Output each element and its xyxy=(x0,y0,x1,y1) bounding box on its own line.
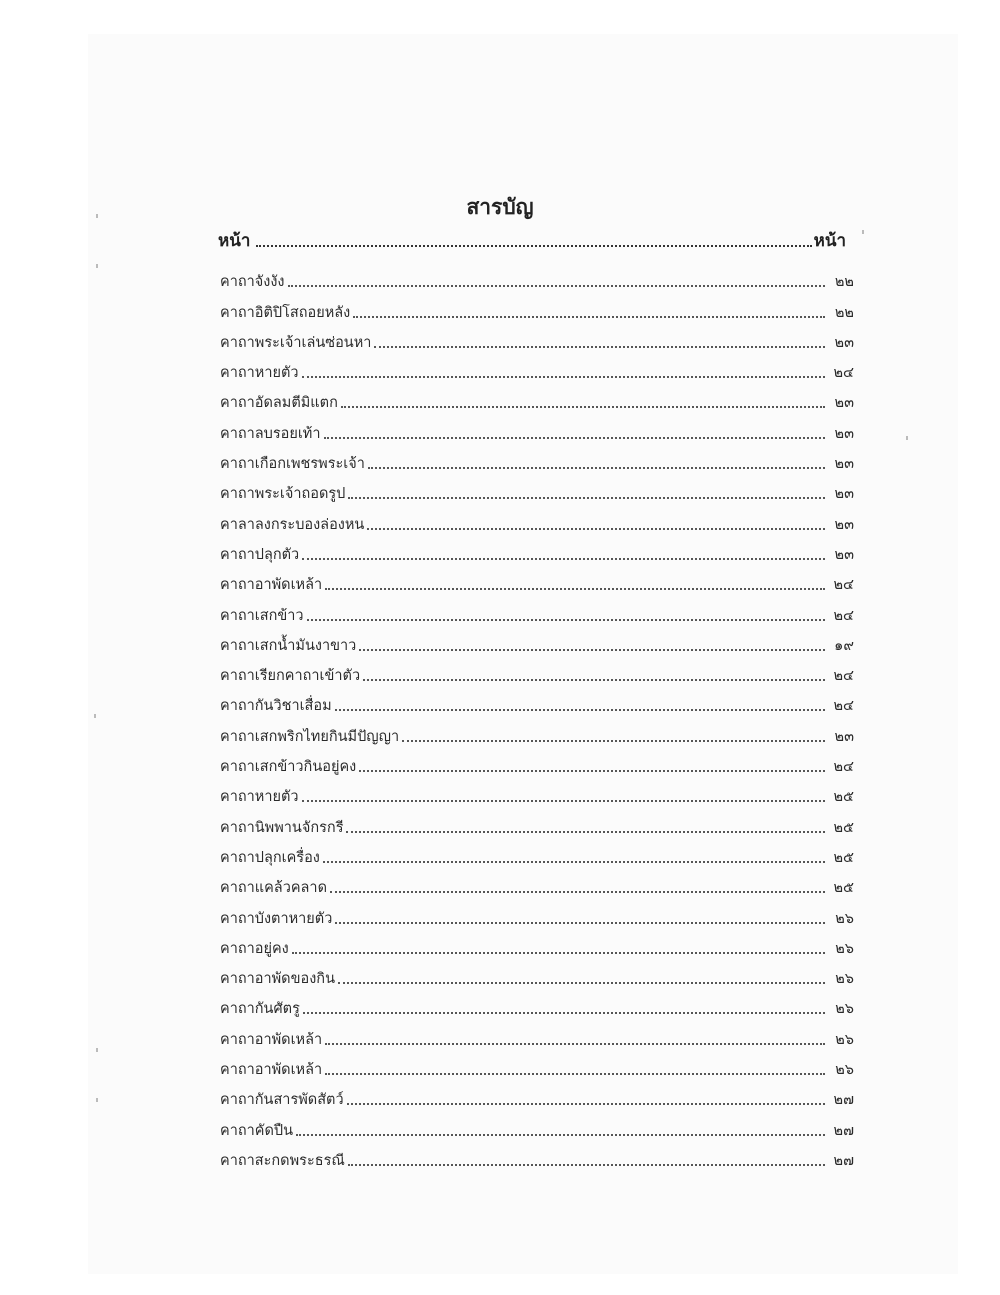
toc-entry-page: ๒๗ xyxy=(833,1092,854,1109)
toc-entry-page: ๒๖ xyxy=(835,971,854,988)
toc-entry-title: คาถาอยู่คง xyxy=(220,940,289,957)
scan-speck xyxy=(906,436,908,440)
toc-entry-title: คาถาเรียกคาถาเข้าตัว xyxy=(220,668,361,685)
dot-leader xyxy=(338,982,825,984)
dot-leader xyxy=(288,285,826,287)
toc-entry-page: ๒๓ xyxy=(834,728,854,745)
dot-leader xyxy=(335,709,825,711)
toc-list xyxy=(220,263,854,1172)
dot-leader xyxy=(325,1043,825,1045)
dot-leader xyxy=(325,588,825,590)
dot-leader xyxy=(256,245,811,247)
toc-entry xyxy=(220,505,854,535)
toc-entry-page: ๒๓ xyxy=(834,546,854,563)
toc-entry-title: คาถาเกือกเพชรพระเจ้า xyxy=(220,456,365,473)
toc-entry xyxy=(220,263,854,293)
toc-entry-page: ๒๗ xyxy=(833,1152,854,1169)
toc-header xyxy=(218,224,846,254)
dot-leader xyxy=(367,528,825,530)
toc-entry-page: ๒๖ xyxy=(835,940,854,957)
toc-entry-page: ๒๒ xyxy=(834,274,854,291)
toc-entry-page: ๒๖ xyxy=(835,1062,854,1079)
toc-entry xyxy=(220,1081,854,1111)
toc-entry xyxy=(220,536,854,566)
dot-leader xyxy=(303,1012,825,1014)
toc-entry xyxy=(220,960,854,990)
toc-entry xyxy=(220,717,854,747)
toc-entry-title: คาถาอิติปิโสถอยหลัง xyxy=(220,304,351,321)
toc-entry-page: ๒๕ xyxy=(833,849,854,866)
dot-leader xyxy=(307,619,825,621)
toc-entry xyxy=(220,354,854,384)
dot-leader xyxy=(330,891,825,893)
toc-entry-page: ๒๔ xyxy=(833,698,854,715)
toc-entry xyxy=(220,778,854,808)
toc-entry-page: ๒๔ xyxy=(833,759,854,776)
toc-entry-title: คาถาอาพัดเหล้า xyxy=(220,577,323,594)
toc-entry-page: ๒๓ xyxy=(834,456,854,473)
toc-entry xyxy=(220,808,854,838)
toc-entry-title: คาถาจังงัง xyxy=(220,274,285,291)
toc-entry-title: คาถานิพพานจักรกรี xyxy=(220,819,344,836)
dot-leader xyxy=(368,467,825,469)
toc-entry-page: ๒๓ xyxy=(834,486,854,503)
toc-entry xyxy=(220,899,854,929)
dot-leader xyxy=(374,346,825,348)
toc-entry xyxy=(220,475,854,505)
toc-entry-title: คาถาพระเจ้าเล่นซ่อนหา xyxy=(220,334,372,351)
toc-entry-title: คาถาเสกน้ำมันงาขาว xyxy=(220,637,357,654)
toc-entry-page: ๒๖ xyxy=(835,910,854,927)
scan-speck xyxy=(96,1048,98,1052)
toc-entry-page: ๒๔ xyxy=(833,577,854,594)
toc-entry-page: ๒๓ xyxy=(834,395,854,412)
toc-entry-title: คาถาแคล้วคลาด xyxy=(220,880,327,897)
dot-leader xyxy=(296,1134,825,1136)
toc-entry xyxy=(220,566,854,596)
toc-entry xyxy=(220,1142,854,1172)
dot-leader xyxy=(292,952,825,954)
dot-leader xyxy=(402,740,825,742)
toc-entry-title: คาถาเสกข้าวกินอยู่คง xyxy=(220,759,357,776)
toc-entry xyxy=(220,687,854,717)
toc-entry xyxy=(220,990,854,1020)
toc-entry-page: ๑๙ xyxy=(834,637,854,654)
toc-entry-title: คาลาลงกระบองล่องหน xyxy=(220,516,365,533)
toc-entry-page: ๒๓ xyxy=(834,425,854,442)
toc-entry-page: ๒๔ xyxy=(833,668,854,685)
toc-entry xyxy=(220,445,854,475)
toc-entry-title: คาถาบังตาหายตัว xyxy=(220,910,333,927)
toc-entry xyxy=(220,839,854,869)
toc-entry-title: คาถาอัดลมตีมิแตก xyxy=(220,395,338,412)
toc-entry xyxy=(220,1020,854,1050)
toc-entry-title: คาถาปลุกเครื่อง xyxy=(220,849,320,866)
scan-speck xyxy=(96,264,98,268)
dot-leader xyxy=(348,1164,825,1166)
dot-leader xyxy=(302,558,825,560)
toc-entry-title: คาถาเสกพริกไทยกินมีปัญญา xyxy=(220,728,400,745)
toc-entry-title: คาถาอาพัดของกิน xyxy=(220,971,335,988)
scan-speck xyxy=(94,714,96,718)
toc-entry xyxy=(220,1051,854,1081)
toc-entry-page: ๒๕ xyxy=(833,880,854,897)
scan-speck xyxy=(96,1098,98,1102)
dot-leader xyxy=(353,316,825,318)
toc-entry-page: ๒๔ xyxy=(833,607,854,624)
toc-entry-title: คาถาเสกข้าว xyxy=(220,607,304,624)
dot-leader xyxy=(335,922,825,924)
toc-entry xyxy=(220,384,854,414)
toc-entry xyxy=(220,414,854,444)
toc-entry-title: คาถาอาพัดเหล้า xyxy=(220,1031,323,1048)
dot-leader xyxy=(363,679,825,681)
toc-entry-title: คาถาหายตัว xyxy=(220,789,299,806)
toc-entry xyxy=(220,657,854,687)
dot-leader xyxy=(302,800,825,802)
toc-entry xyxy=(220,293,854,323)
dot-leader xyxy=(302,376,825,378)
toc-entry xyxy=(220,869,854,899)
dot-leader xyxy=(348,497,825,499)
toc-entry-page: ๒๓ xyxy=(834,334,854,351)
dot-leader xyxy=(341,406,825,408)
toc-entry-page: ๒๗ xyxy=(833,1122,854,1139)
toc-entry-title: คาถาพระเจ้าถอดรูป xyxy=(220,486,346,503)
dot-leader xyxy=(323,861,825,863)
toc-entry-page: ๒๕ xyxy=(833,789,854,806)
header-right-label: หน้า xyxy=(813,231,846,251)
toc-entry-title: คาถาคัดปืน xyxy=(220,1122,293,1139)
toc-entry-title: คาถาสะกดพระธรณี xyxy=(220,1152,345,1169)
toc-entry-title: คาถาอาพัดเหล้า xyxy=(220,1062,323,1079)
toc-entry-page: ๒๖ xyxy=(835,1031,854,1048)
toc-entry xyxy=(220,627,854,657)
toc-entry-title: คาถาลบรอยเท้า xyxy=(220,425,321,442)
toc-entry xyxy=(220,596,854,626)
toc-entry-page: ๒๔ xyxy=(833,365,854,382)
toc-entry-title: คาถากันศัตรู xyxy=(220,1001,300,1018)
toc-entry xyxy=(220,1111,854,1141)
dot-leader xyxy=(347,1103,825,1105)
dot-leader xyxy=(359,649,825,651)
toc-entry xyxy=(220,324,854,354)
toc-entry-page: ๒๕ xyxy=(833,819,854,836)
toc-entry-page: ๒๓ xyxy=(834,516,854,533)
scan-speck xyxy=(862,230,864,234)
toc-entry-title: คาถากันวิชาเสื่อม xyxy=(220,698,332,715)
toc-entry-page: ๒๒ xyxy=(834,304,854,321)
dot-leader xyxy=(346,831,825,833)
dot-leader xyxy=(325,1073,825,1075)
toc-entry-title: คาถาปลุกตัว xyxy=(220,546,300,563)
dot-leader xyxy=(324,437,825,439)
toc-entry-title: คาถาหายตัว xyxy=(220,365,299,382)
page-title: สารบัญ xyxy=(466,195,534,219)
toc-entry-title: คาถากันสารพัดสัตว์ xyxy=(220,1092,344,1109)
toc-entry xyxy=(220,930,854,960)
dot-leader xyxy=(359,770,825,772)
toc-entry-page: ๒๖ xyxy=(835,1001,854,1018)
toc-entry xyxy=(220,748,854,778)
header-left-label: หน้า xyxy=(218,231,251,251)
